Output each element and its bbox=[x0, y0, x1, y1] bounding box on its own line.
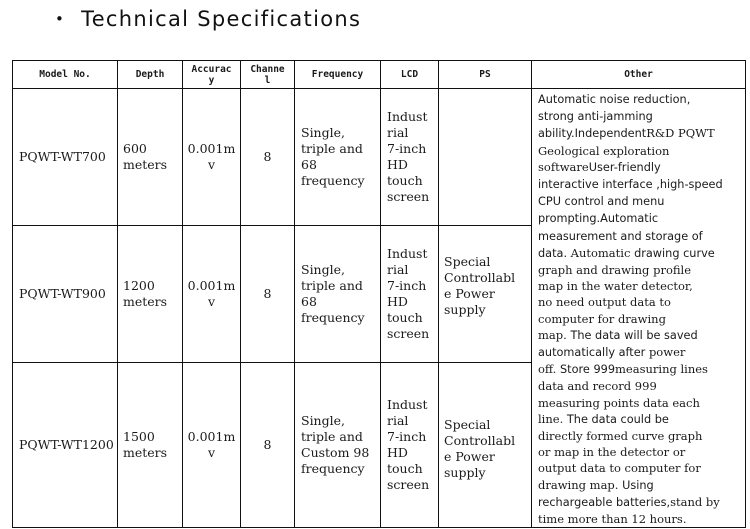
other-text-segment: output data to computer for bbox=[538, 461, 701, 476]
header-ps: PS bbox=[439, 61, 532, 89]
frequency-cell: Single, triple and 68 frequency bbox=[295, 89, 381, 226]
other-line bbox=[538, 494, 741, 511]
accuracy-cell: 0.001m v bbox=[183, 225, 241, 362]
other-text-segment: strong anti-jamming bbox=[538, 110, 653, 124]
other-text-segment: computer for drawing bbox=[538, 311, 666, 326]
other-description bbox=[538, 91, 741, 527]
table-row bbox=[13, 89, 746, 226]
other-line bbox=[538, 344, 741, 361]
other-line bbox=[538, 210, 741, 227]
other-line bbox=[538, 460, 741, 476]
ps-cell: Special Controllabl e Power supply bbox=[439, 362, 532, 528]
other-text-segment: drawing curve bbox=[634, 246, 715, 260]
header-channel: Channe l bbox=[241, 61, 295, 89]
header-accuracy: Accurac y bbox=[183, 61, 241, 89]
depth-cell: 1500 meters bbox=[118, 362, 183, 528]
other-line bbox=[538, 411, 741, 428]
other-text-segment: line. bbox=[538, 411, 567, 426]
other-description-cell bbox=[532, 89, 746, 528]
channel-cell: 8 bbox=[241, 89, 295, 226]
other-line bbox=[538, 428, 741, 444]
other-text-segment: map in the water detector, bbox=[538, 279, 693, 294]
other-line bbox=[538, 245, 741, 262]
other-line bbox=[538, 477, 741, 494]
other-text-segment: CPU control and menu bbox=[538, 195, 665, 209]
other-text-segment: rechargeable batteries, bbox=[538, 495, 671, 509]
other-line bbox=[538, 228, 741, 245]
other-text-segment: data. bbox=[538, 246, 571, 260]
other-line bbox=[538, 361, 741, 378]
other-text-segment: or map in the detector or bbox=[538, 445, 686, 460]
header-lcd: LCD bbox=[381, 61, 439, 89]
lcd-cell: Indust rial 7-inch HD touch screen bbox=[381, 225, 439, 362]
other-text-segment: Automatic bbox=[570, 245, 635, 260]
other-text-segment: prompting.Automatic bbox=[538, 212, 659, 226]
other-line bbox=[538, 395, 741, 411]
other-line bbox=[538, 444, 741, 460]
header-frequency: Frequency bbox=[295, 61, 381, 89]
other-text-segment: data and record 999 bbox=[538, 379, 657, 394]
other-text-segment: power bbox=[648, 345, 686, 360]
other-text-segment: directly formed curve graph bbox=[538, 429, 703, 444]
other-text-segment: interactive interface ,high-speed bbox=[538, 178, 723, 192]
bullet-icon: • bbox=[55, 10, 66, 28]
other-line bbox=[538, 193, 741, 210]
frequency-cell: Single, triple and Custom 98 frequency bbox=[295, 362, 381, 528]
other-text-segment: stand by bbox=[670, 494, 720, 509]
depth-cell: 1200 meters bbox=[118, 225, 183, 362]
other-line bbox=[538, 143, 741, 159]
other-line bbox=[538, 311, 741, 327]
spec-table bbox=[12, 60, 746, 528]
model-cell: PQWT-WT900 bbox=[13, 225, 118, 362]
header-other: Other bbox=[532, 61, 746, 89]
other-text-segment: software bbox=[538, 159, 589, 174]
other-line bbox=[538, 159, 741, 176]
other-line bbox=[538, 511, 741, 527]
table-header-row bbox=[13, 61, 746, 89]
other-text-segment: automatically after bbox=[538, 346, 649, 360]
header-depth: Depth bbox=[118, 61, 183, 89]
other-text-segment: The data could be bbox=[566, 412, 669, 426]
other-text-segment: Using bbox=[622, 478, 654, 492]
other-text-segment: drawing map. bbox=[538, 477, 623, 492]
header-model: Model No. bbox=[13, 61, 118, 89]
section-title: Technical Specifications bbox=[81, 7, 362, 31]
frequency-cell: Single, triple and 68 frequency bbox=[295, 225, 381, 362]
other-line bbox=[538, 91, 741, 108]
lcd-cell: Indust rial 7-inch HD touch screen bbox=[381, 362, 439, 528]
other-line bbox=[538, 378, 741, 394]
other-text-segment: User-friendly bbox=[588, 160, 661, 174]
other-text-segment: The data will be saved bbox=[570, 328, 698, 342]
other-text-segment: measuring lines bbox=[615, 362, 708, 377]
depth-cell: 600 meters bbox=[118, 89, 183, 226]
other-line bbox=[538, 108, 741, 125]
ps-cell bbox=[439, 89, 532, 226]
other-line bbox=[538, 327, 741, 344]
other-text-segment: off. bbox=[538, 362, 560, 377]
model-cell: PQWT-WT1200 bbox=[13, 362, 118, 528]
other-line bbox=[538, 176, 741, 193]
channel-cell: 8 bbox=[241, 225, 295, 362]
other-text-segment: R&D PQWT bbox=[646, 126, 715, 141]
other-text-segment: no need output data to bbox=[538, 295, 671, 310]
channel-cell: 8 bbox=[241, 362, 295, 528]
other-text-segment: time more than 12 hours. bbox=[538, 512, 687, 527]
other-text-segment: ability.Independent bbox=[538, 127, 647, 141]
other-line bbox=[538, 262, 741, 278]
other-text-segment: Automatic noise reduction, bbox=[538, 93, 691, 106]
model-cell: PQWT-WT700 bbox=[13, 89, 118, 226]
other-text-segment: measuring points data each bbox=[538, 395, 700, 410]
other-line bbox=[538, 278, 741, 294]
other-text-segment: Geological exploration bbox=[538, 143, 670, 158]
other-text-segment: map. bbox=[538, 327, 571, 342]
other-text-segment: Store 999 bbox=[560, 363, 616, 377]
accuracy-cell: 0.001m v bbox=[183, 89, 241, 226]
ps-cell: Special Controllabl e Power supply bbox=[439, 225, 532, 362]
other-line bbox=[538, 125, 741, 142]
section-heading bbox=[55, 4, 361, 34]
accuracy-cell: 0.001m v bbox=[183, 362, 241, 528]
lcd-cell: Indust rial 7-inch HD touch screen bbox=[381, 89, 439, 226]
other-text-segment: graph and drawing profile bbox=[538, 263, 692, 278]
other-line bbox=[538, 294, 741, 310]
other-text-segment: measurement and storage of bbox=[538, 229, 703, 243]
